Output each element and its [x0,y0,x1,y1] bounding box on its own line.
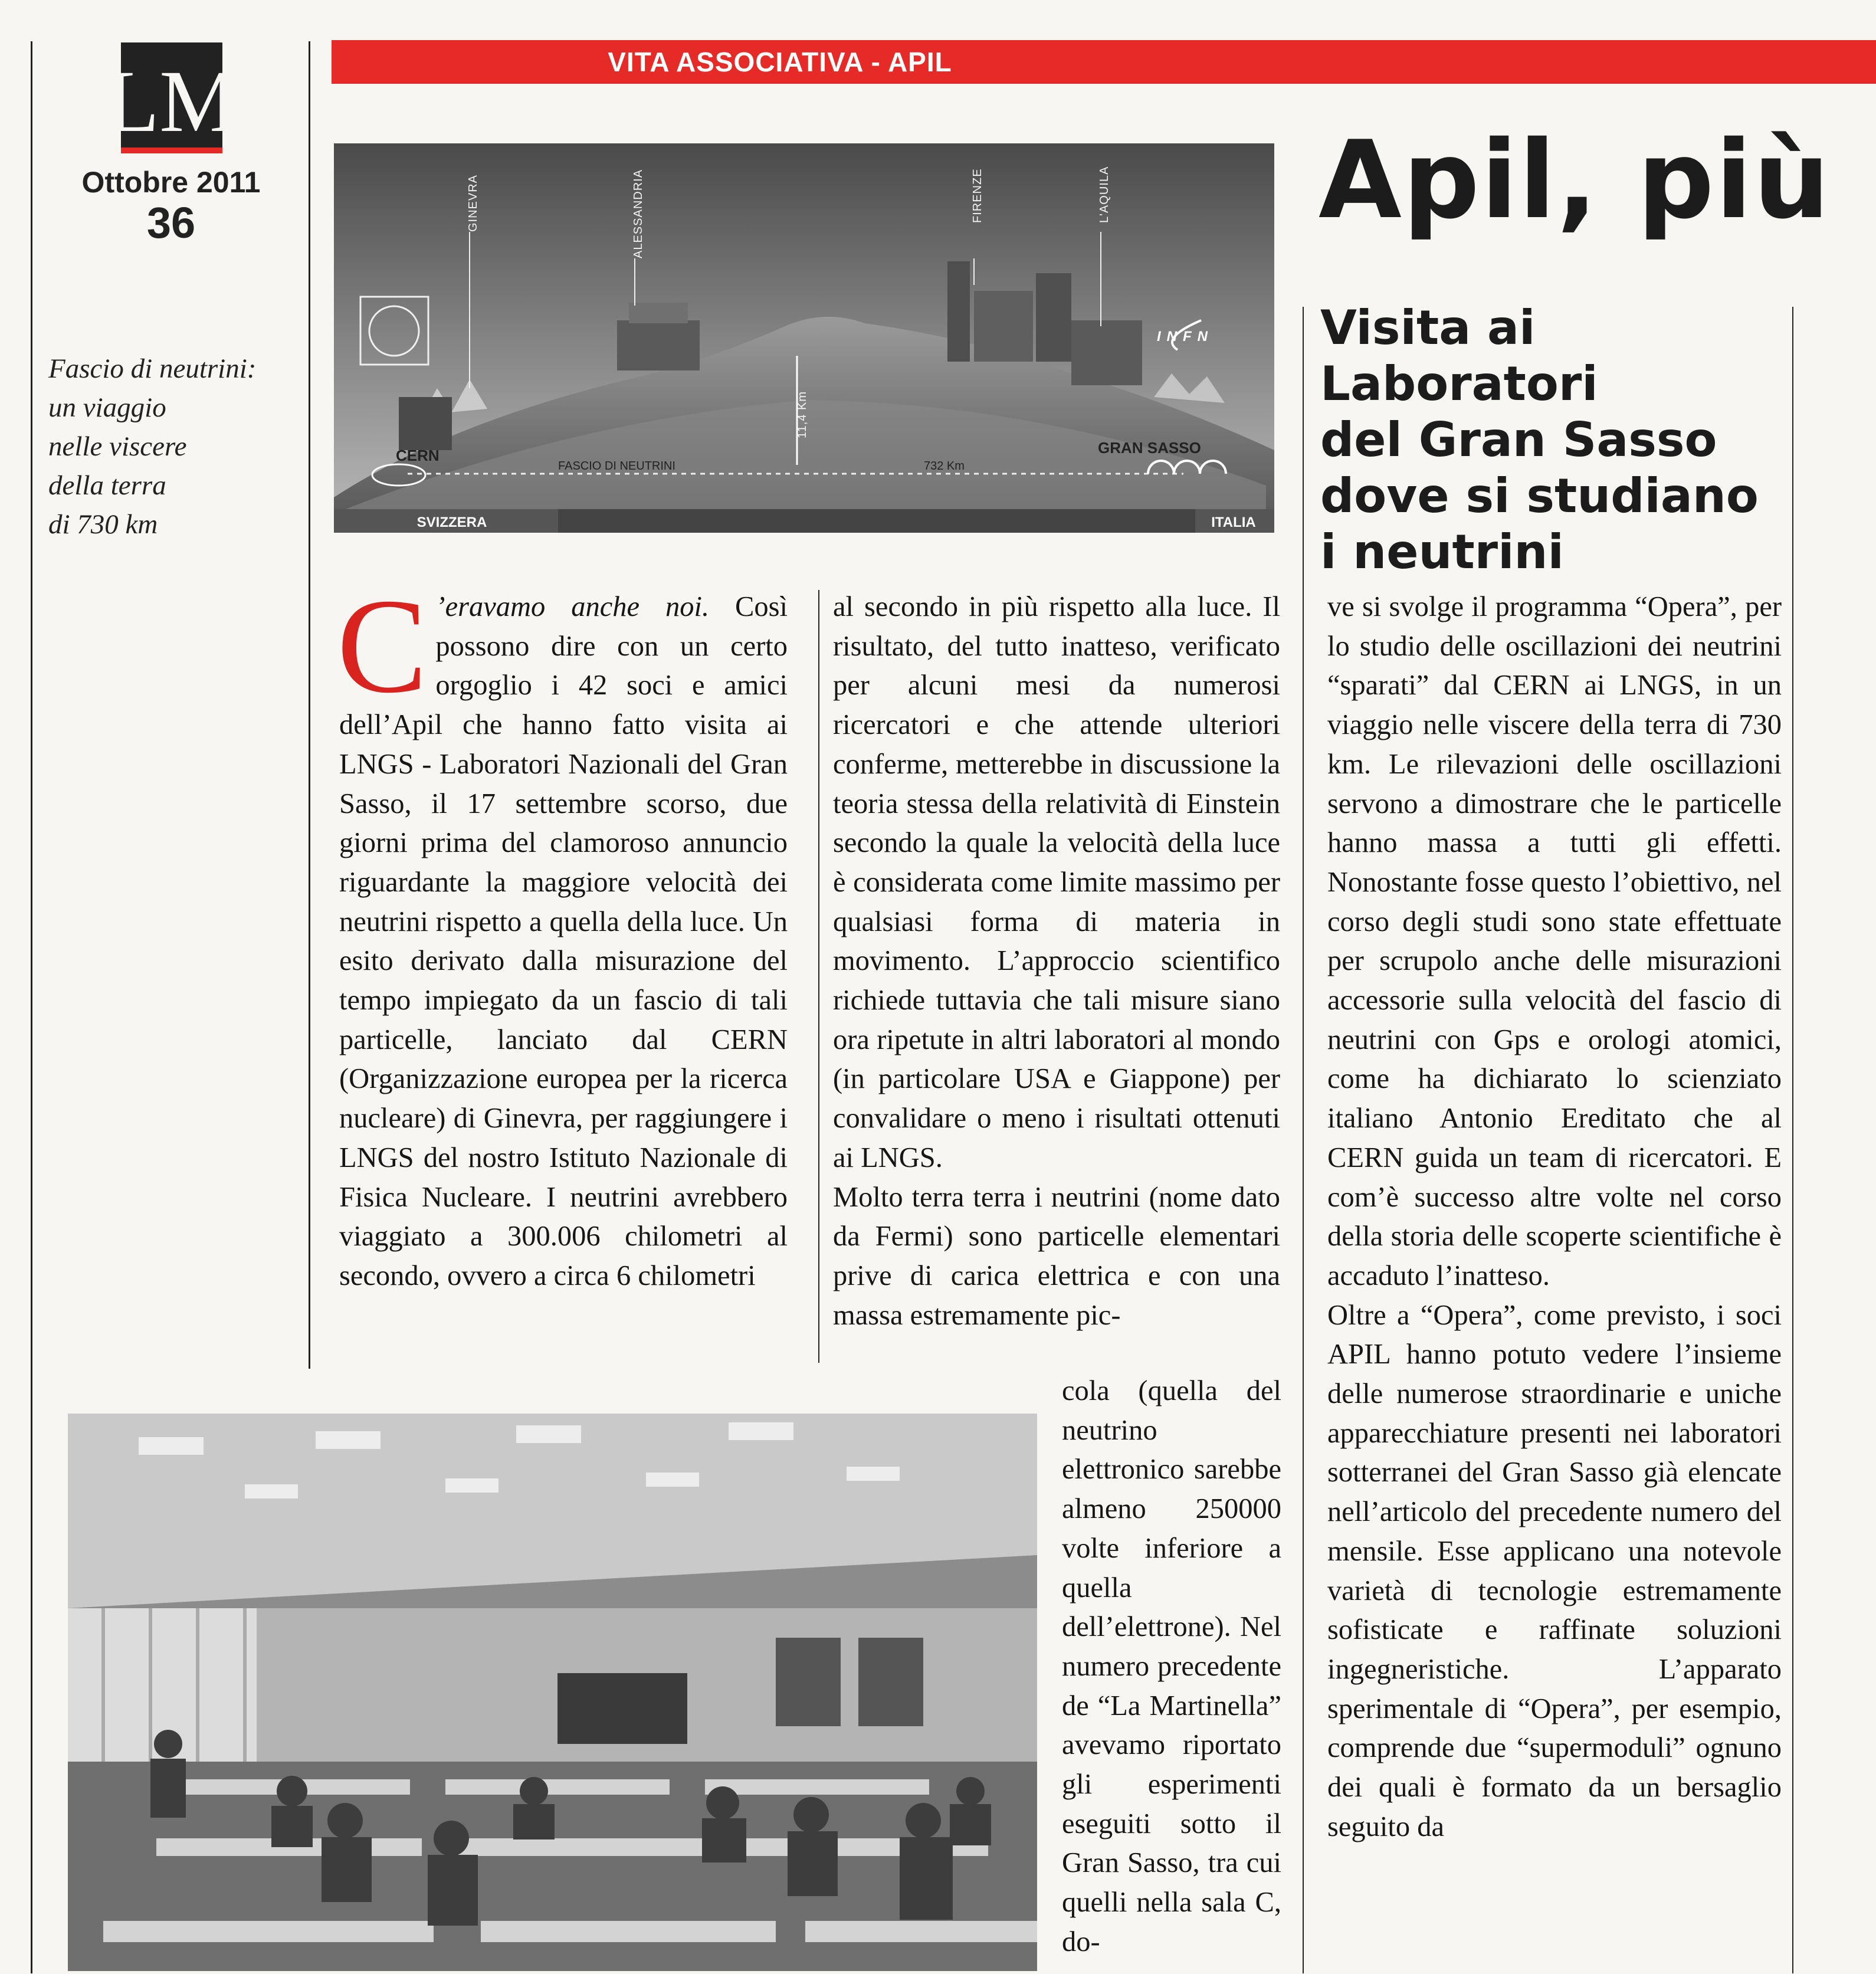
logo-letters: LM [105,53,238,150]
drop-cap: C [337,570,428,721]
page-number: 36 [146,198,196,247]
city-label: L'AQUILA [1098,166,1111,223]
column-rule-1 [818,590,819,1363]
magazine-logo [105,42,238,163]
neutrino-beam-map [334,143,1274,536]
article-column-3 [1327,588,1782,1847]
subhead-line: Visita ai Laboratori [1320,300,1598,411]
beam-label: FASCIO DI NEUTRINI [558,460,675,473]
infn-logo: INFN [1157,329,1214,345]
caption-line: di 730 km [48,509,158,540]
caption-line: Fascio di neutrini: [48,353,257,384]
article-column-2 [833,588,1280,1335]
city-label: FIRENZE [971,168,984,223]
subhead-line: del Gran Sasso [1320,412,1717,467]
city-label: GINEVRA [467,174,480,232]
distance-label: 732 Km [924,460,965,473]
depth-label: 11,4 Km [796,391,809,438]
subhead-line: dove si studiano [1320,468,1759,523]
article-column-1 [337,570,788,1296]
paragraph: Oltre a “Opera”, come previsto, i soci APIL hanno potuto vedere l’insieme delle numerose straordinarie e uniche apparecchiature presenti nei laboratori sotterranei del Gran Sasso già elencate nell’articolo del precedente numero del mensile. Esse applicano una notevole varietà di tecnologie estremamente sofisticate e raffinate soluzioni ingegneristiche. L’apparato sperimentale di “Opera”, per esempio, comprende due “supermoduli” ognuno dei quali è formato da un bersaglio seguito da [1327,1299,1782,1842]
sidebar-rule [309,41,310,1369]
article-column-2-continued [1062,1372,1281,1962]
city-label: ALESSANDRIA [632,169,645,258]
paragraph: cola (quella del neutrino elettronico sarebbe almeno 250000 volte inferiore a quella dell’elettrone). Nel numero precedente de “La Martinella” avevamo riportato gli esperimenti eseguiti sotto il Gran Sasso, tra cui quelli nella sala C, do- [1062,1375,1281,1957]
caption-line: nelle viscere [48,431,187,462]
paragraph: al secondo in più rispetto alla luce. Il risultato, del tutto inatteso, verificato per alcuni mesi da numerosi ricercatori e che attende ulteriori conferme, metterebbe in discussione la teoria stessa della relatività di Einstein secondo la quale la velocità della luce è considerata come limite massimo per qualsiasi forma di materia in movimento. L’approccio scientifico richiede tuttavia che tali misure siano ora ripetute in altri laboratori al mondo (in particolare USA e Giappone) per convalidare o meno i risultati ottenuti ai LNGS. [833,591,1280,1173]
left-margin-rule [31,41,32,1973]
subhead-line: i neutrini [1320,524,1564,579]
paragraph: Molto terra terra i neutrini (nome dato da Fermi) sono particelle elementari prive di carica elettrica e con una massa estremamente pic- [833,1181,1280,1331]
lead-italic: ’eravamo anche noi. [435,591,710,622]
visitors-photo [68,1414,1037,1971]
map-caption [48,349,296,544]
country-label: SVIZZERA [416,514,487,530]
article-subhead [1320,300,1816,580]
paragraph: ve si svolge il programma “Opera”, per lo studio delle oscillazioni dei neutrini “sparati” dal CERN ai LNGS, in un viaggio nelle viscere della terra di 730 km. Le rilevazioni delle oscillazioni servono a dimostrare che le particelle hanno massa a tutti gli effetti. Nonostante fosse questo l’obiettivo, nel corso degli studi sono state effettuate per scrupolo anche delle misurazioni accessorie sulla velocità del fascio di neutrini con Gps e orologi atomici, come ha dichiarato lo scienziato italiano Antonio Ereditato che al CERN guida un team di ricercatori. E com’è successo altre volte nel corso della storia delle scoperte scientifiche è accaduto l’inatteso. [1327,591,1782,1291]
article-headline: Apil, più [1319,117,1831,242]
cern-label: CERN [396,447,440,464]
caption-line: della terra [48,470,166,501]
caption-line: un viaggio [48,392,166,423]
column-rule-2 [1303,307,1304,1973]
section-title: VITA ASSOCIATIVA - APIL [608,47,952,77]
column-1-text: Così possono dire con un certo orgoglio i 42 soci e amici dell’Apil che hanno fatto visita ai LNGS - Laboratori Nazionali del Gran Sasso, il 17 settembre scorso, due giorni prima del clamoroso annuncio riguardante la maggiore velocità dei neutrini rispetto a quella della luce. Un esito derivato dalla misurazione del tempo impiegato da un fascio di tali particelle, lanciato dal CERN (Organizzazione europea per la ricerca nucleare) di Ginevra, per raggiungere i LNGS del nostro Istituto Nazionale di Fisica Nucleare. I neutrini avrebbero viaggiato a 300.006 chilometri al secondo, ovvero a circa 6 chilometri [339,591,788,1291]
logo-graphic [105,42,238,163]
issue-month: Ottobre 2011 [81,166,261,199]
gran-sasso-label: GRAN SASSO [1098,439,1201,457]
country-label: ITALIA [1211,514,1256,530]
